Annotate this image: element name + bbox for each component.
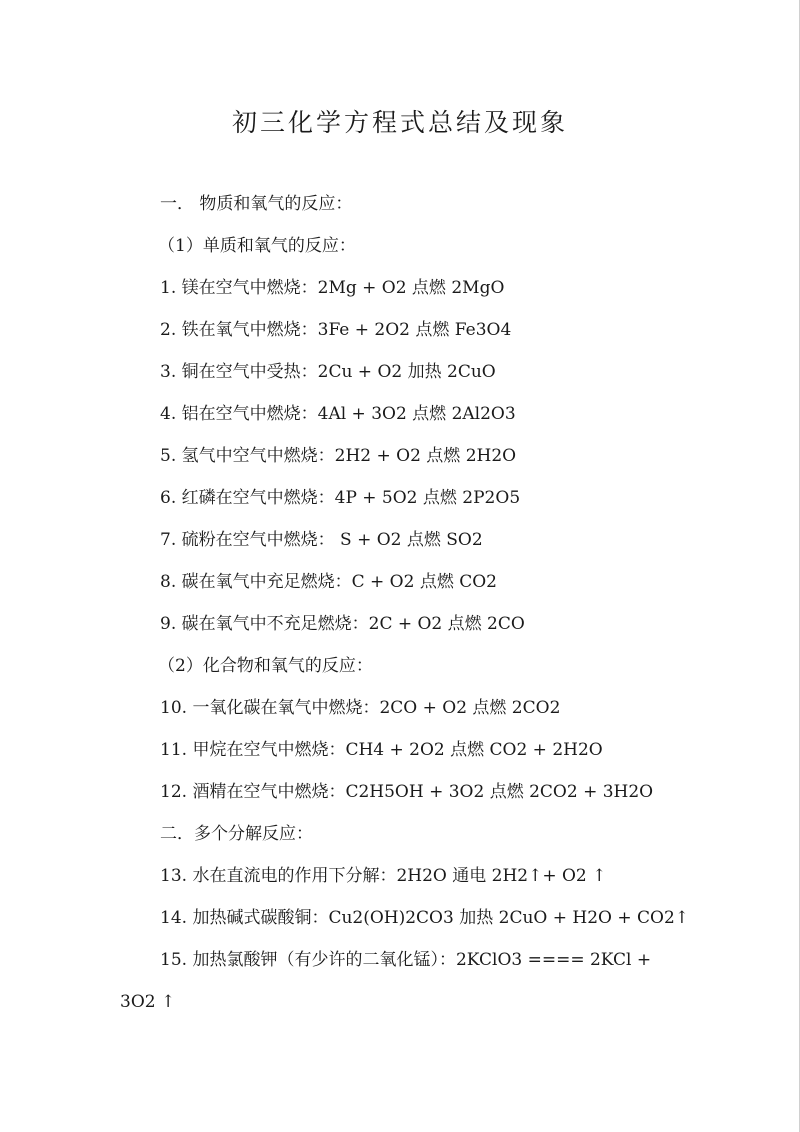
equation-line-4: 4. 铝在空气中燃烧：4Al + 3O2 点燃 2Al2O3 — [160, 404, 516, 424]
equation-line-15: 15. 加热氯酸钾（有少许的二氧化锰）：2KClO3 ==== 2KCl + — [160, 950, 652, 970]
equation-line-8: 8. 碳在氧气中充足燃烧：C + O2 点燃 CO2 — [160, 572, 498, 592]
subsection-heading-1: （1）单质和氧气的反应： — [158, 236, 356, 256]
subsection-heading-2: （2）化合物和氧气的反应： — [158, 656, 373, 676]
equation-line-3: 3. 铜在空气中受热：2Cu + O2 加热 2CuO — [160, 362, 496, 382]
equation-line-15-continued: 3O2 ↑ — [120, 992, 176, 1012]
equation-line-11: 11. 甲烷在空气中燃烧：CH4 + 2O2 点燃 CO2 + 2H2O — [160, 740, 603, 760]
equation-line-13: 13. 水在直流电的作用下分解：2H2O 通电 2H2↑+ O2 ↑ — [160, 866, 607, 886]
section-heading-1: 一． 物质和氧气的反应： — [160, 194, 353, 214]
equation-line-12: 12. 酒精在空气中燃烧：C2H5OH + 3O2 点燃 2CO2 + 3H2O — [160, 782, 654, 802]
equation-line-1: 1. 镁在空气中燃烧：2Mg + O2 点燃 2MgO — [160, 278, 505, 298]
equation-line-2: 2. 铁在氧气中燃烧：3Fe + 2O2 点燃 Fe3O4 — [160, 320, 512, 340]
document-title: 初三化学方程式总结及现象 — [231, 108, 568, 137]
equation-line-5: 5. 氢气中空气中燃烧：2H2 + O2 点燃 2H2O — [160, 446, 517, 466]
section-heading-2: 二．多个分解反应： — [160, 824, 313, 844]
equation-line-6: 6. 红磷在空气中燃烧：4P + 5O2 点燃 2P2O5 — [160, 488, 521, 508]
equation-line-14: 14. 加热碱式碳酸铜：Cu2(OH)2CO3 加热 2CuO + H2O + CO2↑ — [160, 908, 690, 928]
equation-line-7: 7. 硫粉在空气中燃烧： S + O2 点燃 SO2 — [160, 530, 483, 550]
equation-line-9: 9. 碳在氧气中不充足燃烧：2C + O2 点燃 2CO — [160, 614, 525, 634]
equation-line-10: 10. 一氧化碳在氧气中燃烧：2CO + O2 点燃 2CO2 — [160, 698, 561, 718]
